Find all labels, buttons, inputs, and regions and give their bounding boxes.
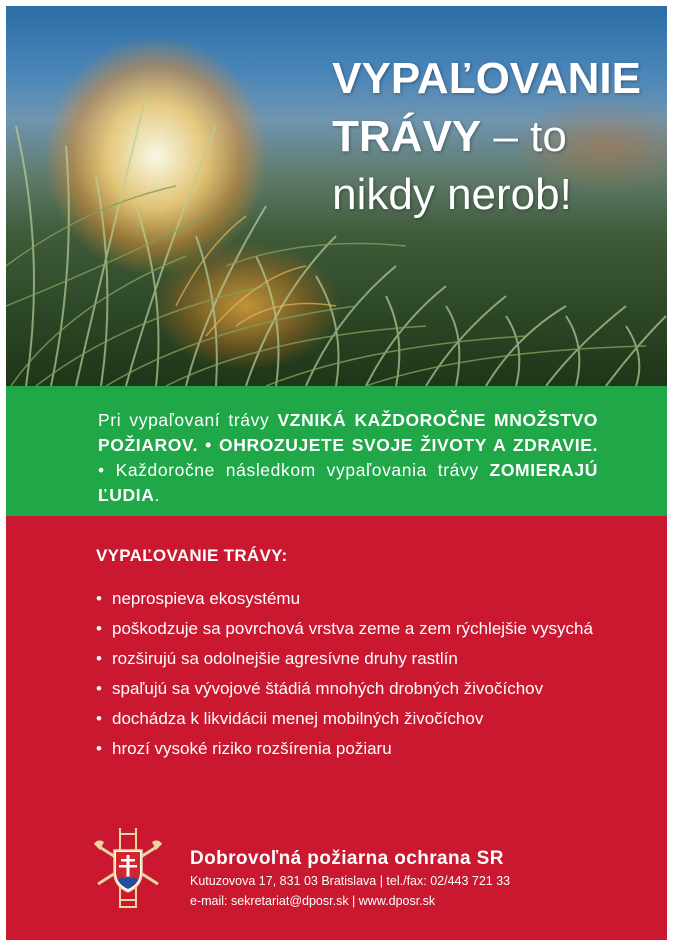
list-item: • hrozí vysoké riziko rozšírenia požiaru (94, 738, 614, 759)
fire-brigade-emblem-icon (92, 824, 164, 914)
list-item: • neprospieva ekosystému (94, 588, 614, 609)
consequences-list (94, 588, 614, 768)
headline-line-1: VYPAĽOVANIE (332, 54, 641, 103)
section-title: VYPAĽOVANIE TRÁVY: (96, 546, 288, 565)
organization-contact: e-mail: sekretariat@dposr.sk | www.dposr.sk (190, 894, 436, 908)
intro-band (6, 386, 667, 516)
intro-text: Pri vypaľovaní trávy VZNIKÁ KAŽDOROČNE MNOŽSTVO POŽIAROV. • OHROZUJETE SVOJE ŽIVOTY A ZDRAVIE. • Každoročne následkom vypaľovania trávy ZOMIERAJÚ ĽUDIA. (98, 410, 599, 505)
burning-grass-photo (6, 6, 667, 386)
list-item: • rozširujú sa odolnejšie agresívne druhy rastlín (94, 648, 614, 669)
list-item: • spaľujú sa vývojové štádiá mnohých drobných živočíchov (94, 678, 614, 699)
headline-line-3: nikdy nerob! (332, 170, 572, 219)
poster (6, 6, 667, 940)
headline-line-2: TRÁVY – to (332, 112, 567, 161)
headline (332, 50, 641, 224)
organization-address: Kutuzovova 17, 831 03 Bratislava | tel./fax: 02/443 721 33 (190, 874, 511, 888)
organization-name: Dobrovoľná požiarna ochrana SR (190, 848, 504, 869)
list-item: • poškodzuje sa povrchová vrstva zeme a zem rýchlejšie vysychá (94, 618, 614, 639)
list-item: • dochádza k likvidácii menej mobilných živočíchov (94, 708, 614, 729)
